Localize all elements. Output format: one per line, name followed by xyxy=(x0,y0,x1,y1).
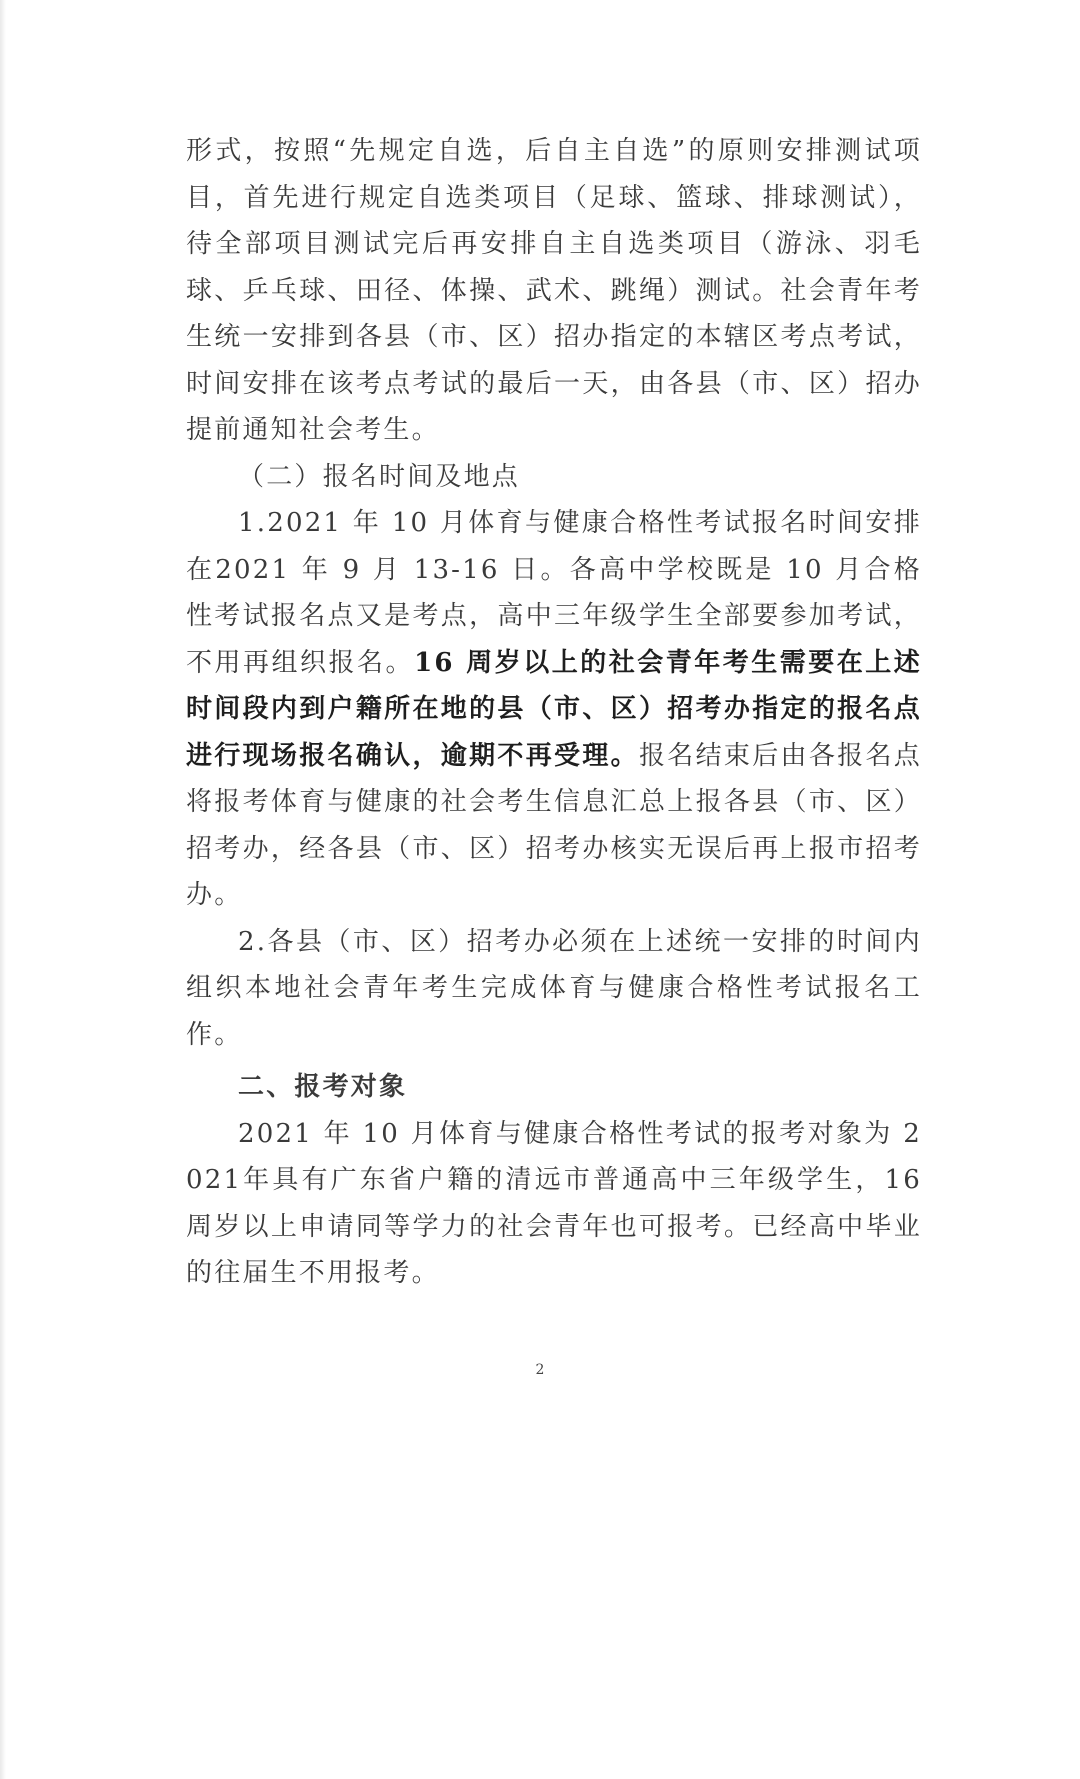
document-body xyxy=(186,128,922,1297)
section-heading-eligible-candidates: 二、报考对象 xyxy=(238,1072,408,1102)
page-number: 2 xyxy=(535,1362,545,1378)
paragraph-test-arrangement: 形式，按照“先规定自选，后自主自选”的原则安排测试项目，首先进行规定自选类项目（足球、篮球、排球测试），待全部项目测试完后再安排自主自选类项目（游泳、羽毛球、乒乓球、田径、体操、武术、跳绳）测试。社会青年考生统一安排到各县（市、区）招办指定的本辖区考点考试，时间安排在该考点考试的最后一天，由各县（市、区）招办提前通知社会考生。 xyxy=(186,136,922,445)
paragraph-county-registration-duty: 2.各县（市、区）招考办必须在上述统一安排的时间内组织本地社会青年考生完成体育与健康合格性考试报名工作。 xyxy=(186,926,922,1050)
registration-requirement-emphasis: 16 周岁以上的社会青年考生需要在上述时间段内到户籍所在地的县（市、区）招考办指定的报名点进行现场报名确认，逾期不再受理。 xyxy=(186,647,922,771)
paragraph-eligible-candidates: 2021 年 10 月体育与健康合格性考试的报考对象为 2021年具有广东省户籍的清远市普通高中三年级学生，16 周岁以上申请同等学力的社会青年也可报考。已经高中毕业的往届生不用报考。 xyxy=(186,1118,922,1288)
registration-reporting-text: 报名结束后由各报名点将报考体育与健康的社会考生信息汇总上报各县（市、区）招考办，经各县（市、区）招考办核实无误后再上报市招考办。 xyxy=(186,740,922,910)
registration-schedule-text: 1.2021 年 10 月体育与健康合格性考试报名时间安排在2021 年 9 月 13-16 日。各高中学校既是 10 月合格性考试报名点又是考点，高中三年级学生全部要参加考试，不用再组织报名。 xyxy=(186,508,922,678)
section-heading-registration-time-place: （二）报名时间及地点 xyxy=(238,461,521,492)
scan-edge-shadow xyxy=(0,0,6,1779)
paragraph-registration-schedule xyxy=(186,500,922,919)
